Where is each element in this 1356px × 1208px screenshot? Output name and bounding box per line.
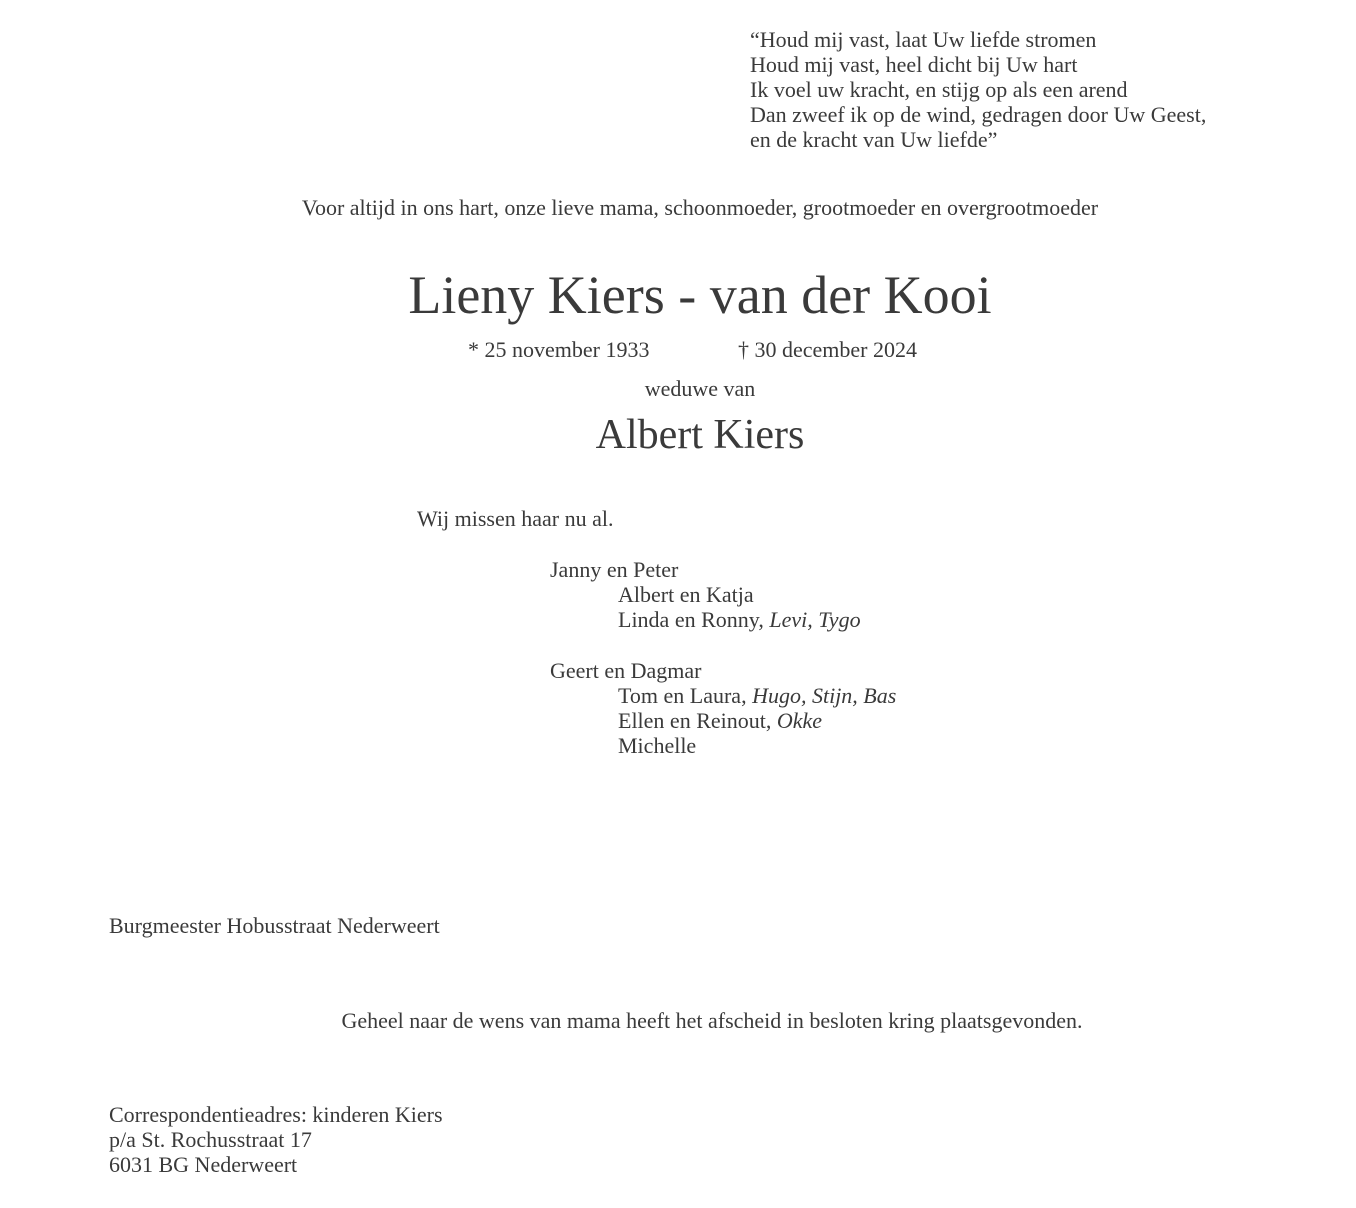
poem-line: Dan zweef ik op de wind, gedragen door Uw Geest, <box>750 102 1207 127</box>
correspondence-line: Correspondentieadres: kinderen Kiers <box>109 1102 443 1127</box>
correspondence-line: 6031 BG Nederweert <box>109 1152 298 1177</box>
spouse-name: Albert Kiers <box>595 412 805 458</box>
correspondence-line: p/a St. Rochusstraat 17 <box>109 1127 312 1152</box>
widow-of-label: weduwe van <box>644 376 756 401</box>
grandchildren-names: Okke <box>776 708 823 733</box>
family-child <box>550 683 896 708</box>
family-child <box>550 582 861 607</box>
child-name: Ellen en Reinout, <box>618 708 772 733</box>
message-text: Wij missen haar nu al. <box>417 506 614 531</box>
family-child <box>550 607 861 632</box>
birth-date: * 25 november 1933 <box>468 337 650 362</box>
farewell-text: Geheel naar de wens van mama heeft het afscheid in besloten kring plaatsgevonden. <box>341 1008 1083 1033</box>
poem-line: Ik voel uw kracht, en stijg op als een arend <box>750 77 1128 102</box>
poem-line: “Houd mij vast, laat Uw liefde stromen <box>750 27 1097 52</box>
family-parents: Janny en Peter <box>550 557 679 582</box>
child-name: Michelle <box>618 733 697 758</box>
poem-line: en de kracht van Uw liefde” <box>750 127 998 152</box>
child-name: Linda en Ronny, <box>618 607 764 632</box>
family-group <box>550 658 896 758</box>
family-child <box>550 708 896 733</box>
correspondence-address <box>109 1102 443 1177</box>
family-parents: Geert en Dagmar <box>550 658 702 683</box>
intro-text: Voor altijd in ons hart, onze lieve mama, schoonmoeder, grootmoeder en overgrootmoeder <box>301 195 1099 220</box>
family-group <box>550 557 861 632</box>
street-name: Burgmeester Hobusstraat Nederweert <box>109 913 440 938</box>
family-child <box>550 733 896 758</box>
grandchildren-names: Levi, Tygo <box>769 607 861 632</box>
child-name: Tom en Laura, <box>618 683 747 708</box>
deceased-name: Lieny Kiers - van der Kooi <box>408 265 992 325</box>
death-date: † 30 december 2024 <box>738 337 917 362</box>
poem-line: Houd mij vast, heel dicht bij Uw hart <box>750 52 1078 77</box>
poem-quote <box>750 27 1206 152</box>
grandchildren-names: Hugo, Stijn, Bas <box>752 683 897 708</box>
child-name: Albert en Katja <box>618 582 754 607</box>
